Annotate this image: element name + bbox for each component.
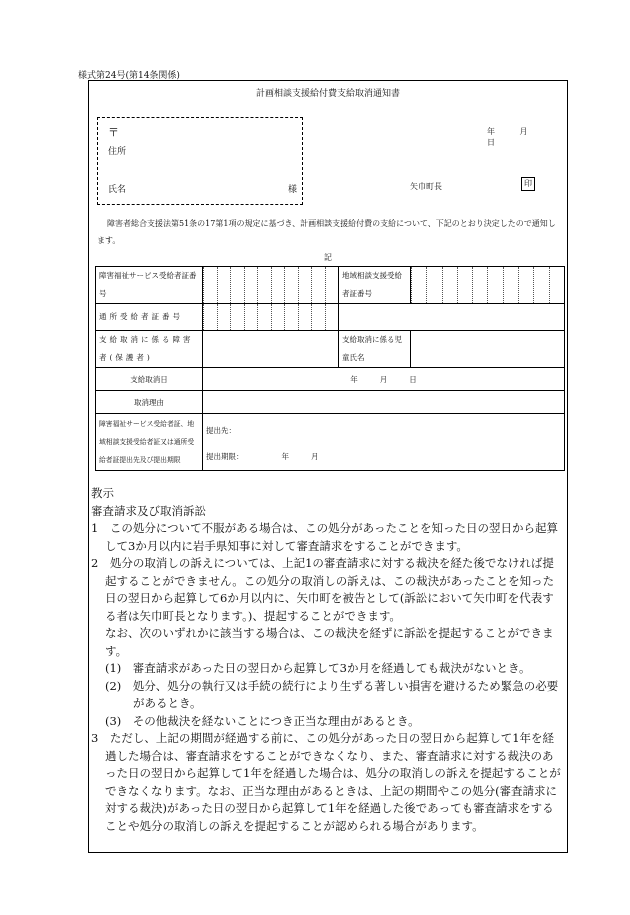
address-label: 住所: [108, 147, 127, 157]
disability-service-number-field: [203, 267, 339, 304]
empty-cell: [339, 304, 565, 331]
instruction-item-2-note: なお、次のいずれかに該当する場合は、この裁決を経ずに訴訟を提起することができます。: [105, 626, 554, 658]
issuer-name: 矢巾町長: [410, 182, 442, 191]
submit-to: 提出先：: [206, 426, 236, 435]
cancel-child-label: 支給取消に係る児童氏名: [339, 331, 411, 368]
instruction-item-3: 3 ただし、上記の期間が経過する前に、この処分があった日の翌日から起算して1年を経過した場合は、審査請求をすることができなくなり、また、審査請求に対する裁決のあった日の翌日から起算して1年を経過した場合は、処分の取消しの訴えを提起することができなくなります。なお、正当な理由があるときは、上記の期間やこの処分(審査請求に対する裁決)があった日の翌日から起算して1年を経過した後であっても審査請求をすることや処分の取消しの訴えを提起することが認められる場合があります。: [91, 731, 561, 833]
cancel-date-label: 支給取消日: [96, 368, 203, 391]
form-number: 様式第24号(第14条関係): [78, 71, 180, 81]
instruction-sub-1: (1) 審査請求があった日の翌日から起算して3か月を経過しても裁決がないとき。: [105, 661, 531, 675]
recipient-certificate-field: [203, 304, 339, 331]
cancel-person-field: [203, 331, 339, 368]
submit-label: 障害福祉サービス受給者証、地域相談支援受給者証又は通所受給者証提出先及び提出期限: [96, 414, 203, 471]
name-label: 氏名: [108, 185, 127, 195]
year-label: 年: [487, 127, 495, 136]
ki-heading: 記: [324, 253, 332, 262]
submit-deadline: 提出期限：: [206, 452, 244, 461]
deadline-year: 年: [281, 452, 289, 461]
month-label: 月: [519, 127, 528, 136]
details-table: [95, 266, 565, 471]
instructions-subheading: 審査請求及び取消訴訟: [91, 503, 206, 518]
instruction-item-1: 1 この処分について不服がある場合は、この処分があったことを知った日の翌日から起算して3か月以内に岩手県知事に対して審査請求をすることができます。: [91, 521, 558, 553]
community-support-number-label: 地域相談支援受給者証番号: [339, 267, 411, 304]
postal-mark: 〒: [108, 126, 119, 139]
document-title: 計画相談支援給付費支給取消通知書: [255, 89, 400, 99]
disability-service-number-label: 障害福祉サービス受給者証番号: [96, 267, 203, 304]
cancel-date-field: [203, 368, 565, 391]
address-box: [97, 117, 303, 205]
cancel-reason-field: [203, 391, 565, 414]
honorific: 様: [288, 185, 298, 195]
instructions-heading: 教示: [91, 486, 114, 500]
issue-date: [487, 126, 567, 148]
recipient-certificate-label: 通所受給者証番号: [96, 304, 203, 331]
seal-mark: 印: [521, 177, 535, 191]
cancel-child-field: [411, 331, 565, 368]
instruction-item-2: 2 処分の取消しの訴えについては、上記1の審査請求に対する裁決を経た後でなければ提起することができません。この処分の取消しの訴えは、この裁決があったことを知った日の翌日から起算して6か月以内に、矢巾町を被告として(訴訟において矢巾町を代表する者は矢巾町長となります。)、提起することができます。: [91, 556, 555, 623]
deadline-month: 月: [311, 452, 319, 461]
instruction-sub-3: (3) その他裁決を経ないことにつき正当な理由があるとき。: [105, 713, 420, 728]
cancel-person-label: 支給取消に係る障害者(保護者): [96, 331, 203, 368]
cancel-reason-label: 取消理由: [96, 391, 203, 414]
day-label: 日: [487, 138, 495, 147]
notice-body: 障害者総合支援法第51条の17第1項の規定に基づき、計画相談支援給付費の支給について、下記のとおり決定したので通知します。: [97, 219, 556, 245]
community-support-number-field: [411, 267, 565, 304]
submit-deadline-row: [206, 444, 561, 470]
cancel-year: 年: [350, 374, 358, 384]
instructions-section: [91, 485, 561, 835]
cancel-day: 日: [409, 374, 417, 384]
notice-frame: [88, 80, 568, 853]
instruction-sub-2: (2) 処分、処分の執行又は手続の続行により生ずる著しい損害を避けるため緊急の必要があるとき。: [105, 678, 559, 710]
cancel-month: 月: [379, 374, 388, 384]
submit-field: [203, 414, 565, 471]
